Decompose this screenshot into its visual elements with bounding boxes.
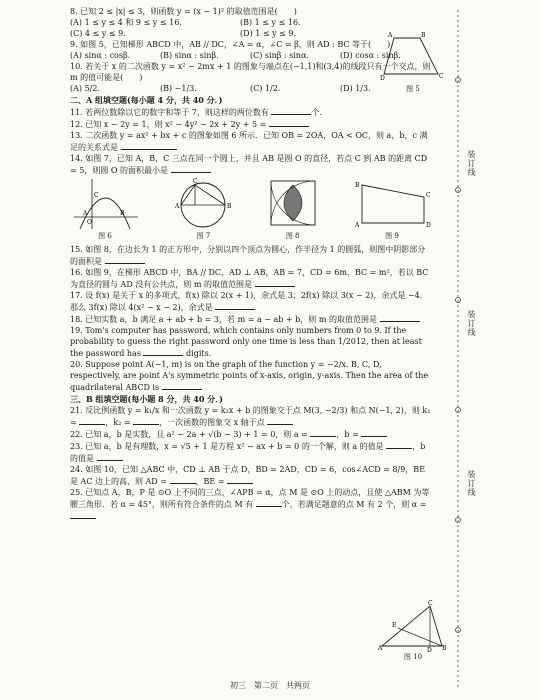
q15-stem: 15. 如图 8，在边长为 1 的正方形中，分别以四个顶点为圆心，作半径为 1 的圆弧，则图中阴影部分的面积是 (70, 245, 426, 266)
q16 (70, 267, 432, 290)
q25 (70, 487, 432, 522)
svg-text:A: A (388, 32, 393, 39)
figure-10-caption: 图 10 (403, 653, 423, 661)
figure-6-caption: 图 6 (98, 232, 112, 240)
q25-alpha-blank[interactable] (70, 510, 96, 519)
q15 (70, 244, 432, 267)
svg-text:A: A (175, 203, 180, 210)
q19-answer-blank[interactable] (143, 347, 183, 356)
q10-option-c: (C) 1/2. (250, 84, 281, 93)
q24-be-label: ，BE = (195, 477, 225, 486)
q21-stem: 21. 反比例函数 y = k₁/x 和一次函数 y = k₂x + b 的图象交于点 M(3, −2/3) 和点 N(−1, 2)，则 k₁ = (70, 406, 431, 427)
trapezoid-abcd-icon (380, 28, 446, 84)
figure-8-caption: 图 8 (285, 232, 300, 240)
q24-be-blank[interactable] (227, 475, 253, 484)
q15-answer-blank[interactable] (105, 255, 145, 264)
q9-stem: 9. 如图 5，已知梯形 ABCD 中，AB // DC，∠A = α，∠C = β，则 AD : BC 等于( ) (70, 40, 391, 49)
q23-a-blank[interactable] (386, 440, 412, 449)
q21-k1-blank[interactable] (79, 416, 105, 425)
q11-stem: 11. 若两位数除以它的数字和等于 7，则这样的两位数有 (70, 108, 269, 117)
trapezoid-icon (352, 177, 432, 231)
q23-stem: 23. 已知 a，b 是有理数，x = √5 + 1 是方程 x² − ax + b = 0 的一个解，则 a 的值是 (70, 442, 384, 451)
svg-text:A: A (378, 645, 383, 652)
svg-text:D: D (427, 647, 432, 652)
q18 (70, 313, 432, 325)
parabola-graph-icon (70, 177, 140, 231)
q10-option-d: (D) 1/3. (340, 84, 371, 93)
svg-text:B: B (120, 210, 125, 217)
q17-stem: 17. 设 f(x) 是关于 x 的多项式，f(x) 除以 2(x + 1)，余式是 3；2f(x) 除以 3(x − 2)，余式是 −4．那么 3f(x) 除以 4(x² − x − 2)，余式是 (70, 291, 428, 312)
q24-ad-blank[interactable] (170, 475, 196, 484)
q13-answer-blank[interactable] (121, 141, 177, 150)
section-a-heading: 二、A 组填空题(每小题 4 分，共 40 分．) (70, 95, 223, 105)
q9-option-a: (A) sinα : cosβ. (70, 51, 131, 60)
q14-stem: 14. 如图 7，已知 A，B，C 三点在同一个圆上，并且 AB 是圆 O 的直径，若点 C 到 AB 的距离 CD = 5，则圆 O 的面积最小是 (70, 154, 428, 175)
q9-options (70, 50, 432, 61)
page-footer: 初三 第二页 共两页 (230, 681, 310, 690)
circle-diameter-icon (173, 177, 233, 231)
q20-answer-blank[interactable] (162, 381, 202, 390)
square-arcs-icon (267, 177, 319, 231)
q17 (70, 290, 432, 313)
q22-stem: 22. 已知 a，b 是实数，且 a² − 2a + √(b − 3) + 1 = 0，则 a = (70, 430, 308, 439)
figure-8 (267, 177, 319, 242)
svg-text:B: B (354, 182, 360, 189)
triangle-altitude-icon (378, 600, 448, 652)
question-column (70, 6, 432, 522)
q11-answer-blank[interactable] (271, 106, 311, 115)
q8-options (70, 17, 432, 39)
binding-label-2: 装订线 (467, 310, 476, 337)
q10-options (70, 83, 432, 94)
q21-k2-label: ，k₂ = (105, 418, 131, 427)
figure-9-caption: 图 9 (385, 232, 399, 240)
q12-stem: 12. 已知 x − 2y = 1，则 x² − 4y² − 2x + 2y + 5 = (70, 120, 267, 129)
section-b-heading: 三、B 组填空题(每小题 8 分，共 40 分．) (70, 394, 223, 404)
q8-option-d: (D) 1 ≤ y ≤ 9. (240, 29, 297, 38)
svg-text:C: C (439, 73, 444, 80)
figure-10 (378, 600, 448, 662)
q10-option-b: (B) −1/3. (160, 84, 197, 93)
figure-6 (70, 177, 140, 242)
svg-text:C: C (94, 192, 99, 199)
figure-7-caption: 图 7 (196, 232, 211, 240)
q22-b-label: ，b = (336, 430, 359, 439)
q11 (70, 106, 432, 118)
q8-option-c: (C) 4 ≤ y ≤ 9. (70, 29, 126, 38)
q16-stem: 16. 如图 9，在梯形 ABCD 中，BA // DC，AD ⊥ AB，AB = 7，CD = 6m，BC = m²，若以 BC 为直径的圆与 AD 没有公共点，则 m 的取值范围是 (70, 268, 429, 289)
q21-k2-blank[interactable] (133, 416, 159, 425)
binding-label-3: 装订线 (467, 470, 476, 497)
q22 (70, 428, 432, 440)
figure-row (70, 178, 432, 242)
q23-b-label: ，b 的值是 (70, 442, 426, 463)
q16-answer-blank[interactable] (255, 278, 295, 287)
q12 (70, 118, 432, 130)
q25-stem: 25. 已知点 A，B，P 是 ⊙O 上不同的三点，∠APB = α，点 M 是 ⊙O 上的动点，且使 △ABM 为等腰三角形．若 α = 45°，则所有符合条件的点 M 有 (70, 488, 430, 509)
q22-a-blank[interactable] (310, 428, 336, 437)
svg-text:E: E (392, 622, 397, 629)
figure-7 (173, 177, 233, 242)
q14-answer-blank[interactable] (171, 164, 211, 173)
svg-text:C: C (425, 192, 431, 199)
q10-stem: 10. 若关于 x 的二次函数 y = x² − 2mx + 1 的图象与端点在(−1,1)和(3,4)的线段只有一个交点，则 m 的值可能是( ) (70, 62, 431, 82)
q8-stem: 8. 已知 2 ≤ |x| ≤ 3，则函数 y = (x − 1)² 的取值范围是( ) (70, 7, 297, 16)
q9-option-d: (D) cosα : sinβ. (340, 51, 401, 60)
q21-point-blank[interactable] (267, 416, 293, 425)
figure-5 (380, 28, 446, 94)
q14 (70, 153, 432, 176)
q8-option-b: (B) 1 ≤ y ≤ 16. (240, 18, 301, 27)
q18-answer-blank[interactable] (380, 313, 420, 322)
q18-stem: 18. 已知实数 a，b 满足 a + ab + b = 3，若 m = a − ab + b，则 m 的取值范围是 (70, 315, 377, 324)
q10-option-a: (A) 5/2. (70, 84, 100, 93)
q8-option-a: (A) 1 ≤ y ≤ 4 和 9 ≤ y ≤ 16. (70, 18, 182, 27)
q9-option-b: (B) sinα : sinβ. (160, 51, 219, 60)
q19 (70, 325, 432, 359)
q23-b-blank[interactable] (97, 452, 123, 461)
q21-axis-label: ，一次函数的图象交 x 轴于点 (159, 418, 265, 427)
q13 (70, 130, 432, 153)
q24-stem: 24. 如图 10，已知 △ABC 中，CD ⊥ AB 于点 D，BD = 2AD，CD = 6，cos∠ACD = 8/9，BE 是 AC 边上的高，则 AD = (70, 465, 426, 486)
q13-stem: 13. 二次函数 y = ax² + bx + c 的图象如图 6 所示．已知 OB = 2OA，OA < OC，则 a，b，c 满足的关系式是 (70, 131, 428, 152)
q24 (70, 464, 432, 487)
svg-text:C: C (193, 178, 198, 185)
q25-count-blank[interactable] (256, 498, 282, 507)
q23 (70, 440, 432, 464)
q9-option-c: (C) sinβ : sinα. (250, 51, 309, 60)
q19-stem: 19. Tom's computer has password, which contains only numbers from 0 to 9. If the probability to guess the right password only one time is less than 1/2012, then at least the password has (70, 326, 422, 358)
binding-margin (452, 0, 492, 700)
figure-5-caption: 图 5 (406, 85, 420, 93)
svg-text:B: B (442, 645, 447, 652)
q11-tail: 个. (311, 108, 322, 117)
q21 (70, 405, 432, 428)
q25-alpha-label: 个，若满足题意的点 M 有 2 个，则 α = (281, 500, 427, 509)
q20 (70, 359, 432, 393)
q22-b-blank[interactable] (361, 428, 387, 437)
svg-text:B: B (421, 32, 426, 39)
svg-text:D: D (380, 75, 385, 82)
binding-label-1: 装订线 (467, 150, 476, 177)
svg-text:C: C (428, 600, 433, 607)
svg-text:A: A (83, 210, 88, 217)
q17-answer-blank[interactable] (215, 301, 255, 310)
q19-tail: digits. (186, 349, 212, 358)
svg-text:A: A (354, 222, 360, 229)
svg-text:O: O (87, 219, 92, 226)
svg-text:B: B (227, 203, 232, 210)
svg-text:D: D (425, 222, 431, 229)
q12-answer-blank[interactable] (269, 118, 309, 127)
q20-stem: 20. Suppose point A(−1, m) is on the graph of the function y = −2/x. B, C, D, respectively, are point A's symmetric points of x-axis, origin, y-axis. Then the area of the quadrilateral ABCD is (70, 360, 429, 392)
figure-9 (352, 177, 432, 242)
